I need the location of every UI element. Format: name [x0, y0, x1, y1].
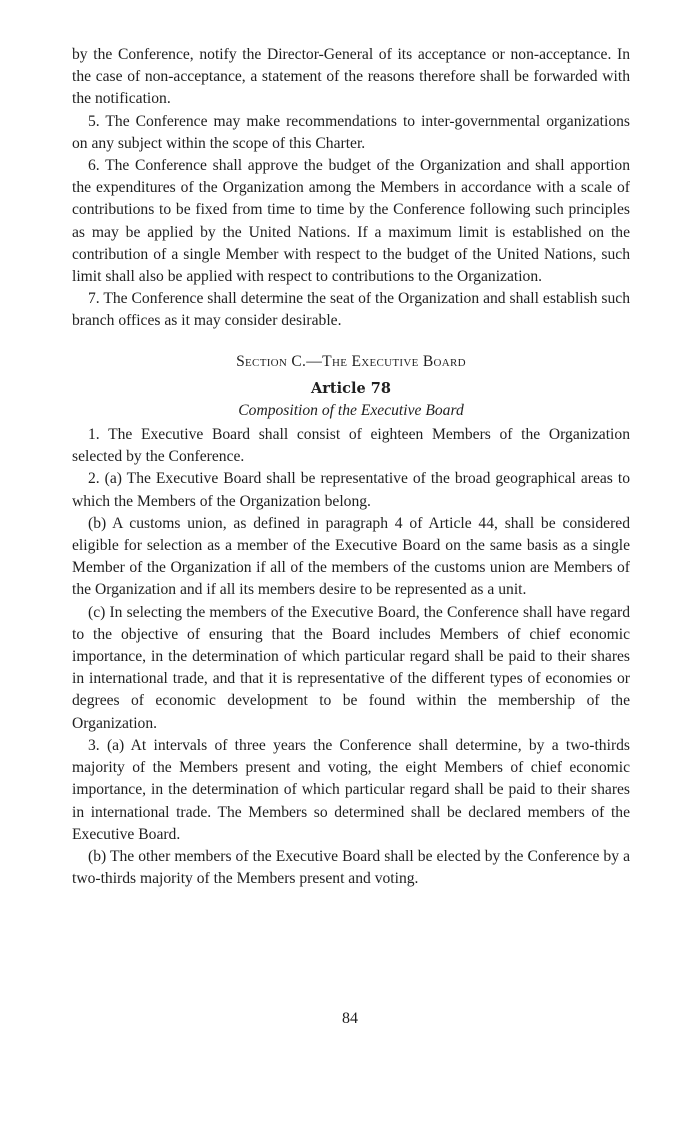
- paragraph-continuation: by the Conference, notify the Director-General of its acceptance or non-acceptance. In the case of non-acceptance, a statement of the reasons therefore shall be forwarded with the notification.: [72, 46, 630, 108]
- article-paragraph-2b: (b) A customs union, as defined in paragraph 4 of Article 44, shall be considered eligible for selection as a member of the Executive Board on the same basis as a single Member of the Organization if all of the members of the customs union are Members of the Organization and if all its members desire to be represented as a unit.: [72, 514, 630, 599]
- paragraph-5: 5. The Conference may make recommendations to inter-governmental organizations on any subject within the scope of this Charter.: [72, 112, 630, 152]
- paragraph-6: 6. The Conference shall approve the budget of the Organization and shall apportion the expenditures of the Organization among the Members in accordance with a scale of contributions to be fixed from time to time by the Conference following such principles as may be applied by the United Nations. If a maximum limit is established on the contribution of a single Member with respect to the budget of the United Nations, such limit shall also be applied with respect to contributions to the Organization.: [72, 157, 630, 286]
- document-page: [72, 44, 630, 890]
- article-title: Article 78: [311, 379, 391, 397]
- article-paragraph-2c: (c) In selecting the members of the Executive Board, the Conference shall have regard to the objective of ensuring that the Board includes Members of chief economic importance, in the determination of which particular regard shall be paid to their shares in international trade, and that it is representative of the different types of economies or degrees of economic development to be found within the membership of the Organization.: [72, 603, 630, 732]
- article-subtitle: Composition of the Executive Board: [238, 401, 464, 419]
- article-paragraph-2a: 2. (a) The Executive Board shall be representative of the broad geographical areas to which the Members of the Organization belong.: [72, 470, 630, 510]
- article-paragraph-3a: 3. (a) At intervals of three years the Conference shall determine, by a two-thirds majority of the Members present and voting, the eight Members of chief economic importance, in the determination of which particular regard shall be paid to their shares in international trade. The Members so determined shall be declared members of the Executive Board.: [72, 736, 630, 843]
- page-number: 84: [342, 1010, 358, 1027]
- article-paragraph-3b: (b) The other members of the Executive Board shall be elected by the Conference by a two-thirds majority of the Members present and voting.: [72, 847, 630, 888]
- article-paragraph-1: 1. The Executive Board shall consist of eighteen Members of the Organization selected by the Conference.: [72, 426, 630, 466]
- paragraph-7: 7. The Conference shall determine the seat of the Organization and shall establish such branch offices as it may consider desirable.: [72, 290, 630, 330]
- section-heading: Section C.—The Executive Board: [236, 352, 466, 370]
